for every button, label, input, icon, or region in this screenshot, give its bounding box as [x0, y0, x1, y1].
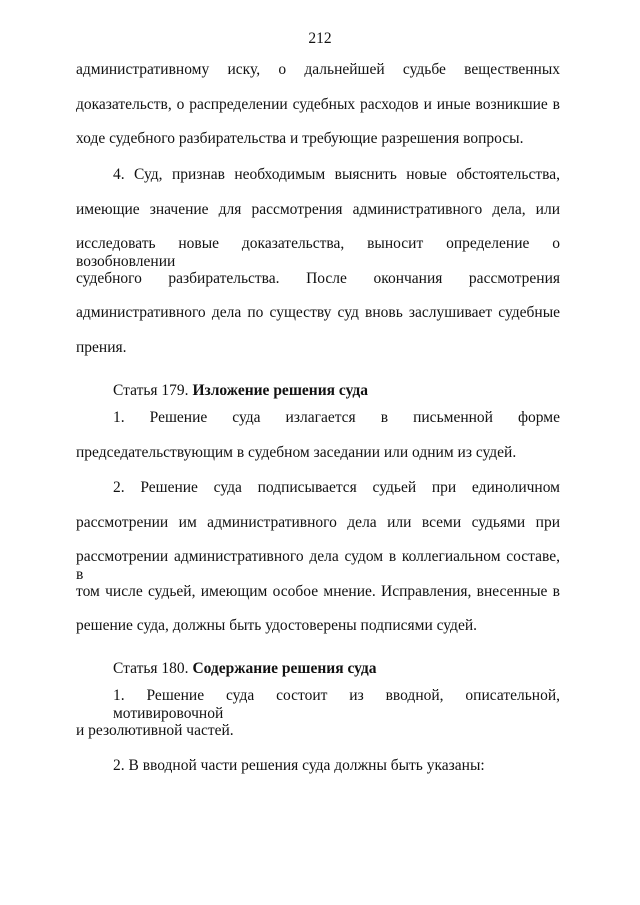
- text-line: и резолютивной частей.: [76, 721, 234, 739]
- text-line: 4. Суд, признав необходимым выяснить новые обстоятельства,: [113, 166, 560, 183]
- article-179-heading: [76, 374, 560, 409]
- text-line: исследовать новые доказательства, выносит определение о возобновлении: [76, 235, 560, 270]
- paragraph-179-1: [76, 409, 560, 478]
- text-line: административному иску, о дальнейшей судьбе вещественных: [76, 61, 560, 78]
- text-line: 1. Решение суда излагается в письменной форме: [113, 409, 560, 426]
- text-line: рассмотрении административного дела судом в коллегиальном составе, в: [76, 548, 560, 583]
- article-number: Статья 180.: [113, 660, 193, 677]
- paragraph-continuation: [76, 61, 560, 165]
- text-line: 2. Решение суда подписывается судьей при единоличном: [113, 479, 560, 496]
- article-title: Изложение решения суда: [192, 382, 368, 399]
- text-line: административного дела по существу суд вновь заслушивает судебные: [76, 304, 560, 321]
- paragraph-180-1: [76, 687, 560, 756]
- text-line: прения.: [76, 338, 127, 356]
- article-title: Содержание решения суда: [192, 660, 377, 677]
- text-line: доказательств, о распределении судебных расходов и иные возникшие в: [76, 95, 560, 113]
- paragraph-179-2: [76, 479, 560, 652]
- text-line: ходе судебного разбирательства и требующие разрешения вопросы.: [76, 130, 524, 147]
- article-number: Статья 179.: [113, 382, 193, 399]
- text-line: имеющие значение для рассмотрения административного дела, или: [76, 200, 560, 218]
- paragraph-point-4: [76, 166, 560, 373]
- text-line: том числе судьей, имеющим особое мнение. Исправления, внесенные в: [76, 582, 560, 600]
- paragraph-180-2: [76, 757, 560, 792]
- article-180-heading: [76, 652, 560, 687]
- text-line: 2. В вводной части решения суда должны быть указаны:: [113, 757, 485, 774]
- page-number: 212: [308, 30, 332, 47]
- text-line: рассмотрении им административного дела или всеми судьями при: [76, 513, 560, 531]
- text-line: решение суда, должны быть удостоверены подписями судей.: [76, 617, 477, 634]
- text-line: судебного разбирательства. После окончания рассмотрения: [76, 269, 560, 287]
- text-line: председательствующим в судебном заседании или одним из судей.: [76, 443, 517, 461]
- text-line: 1. Решение суда состоит из вводной, описательной, мотивировочной: [113, 687, 560, 722]
